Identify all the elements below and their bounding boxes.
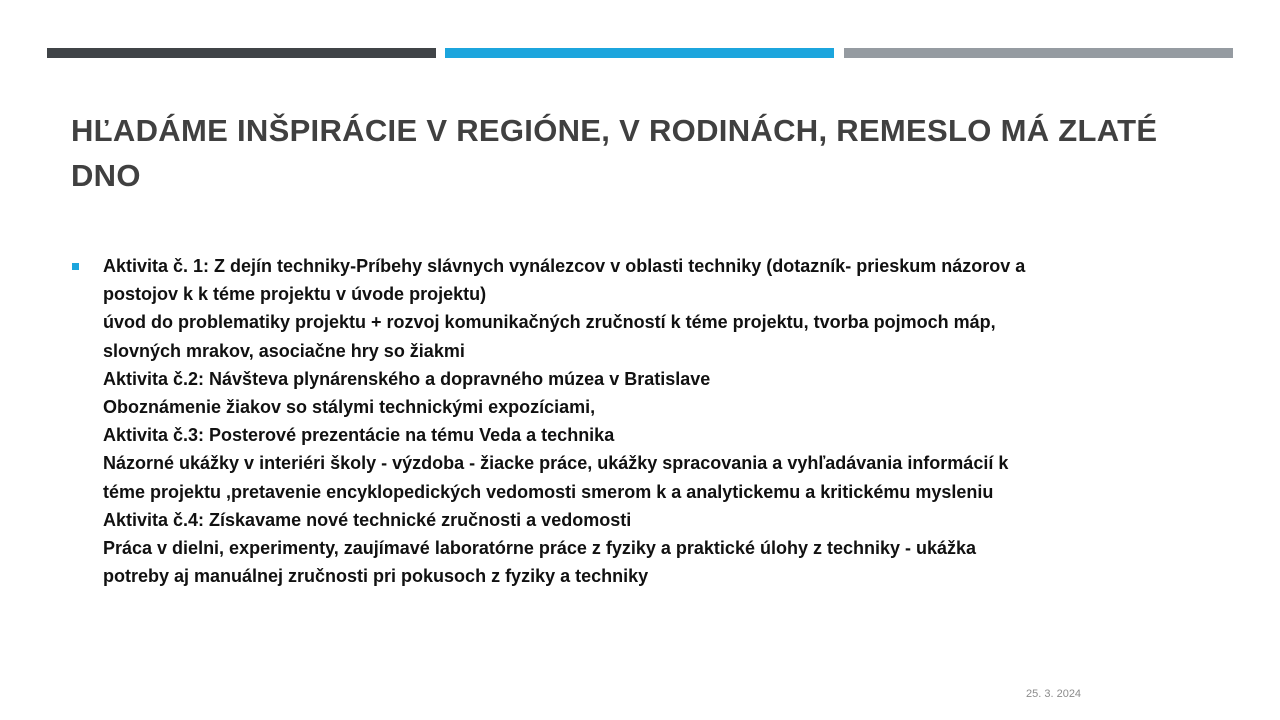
bullet-item — [71, 252, 1211, 590]
body-line: Oboznámenie žiakov so stálymi technickými expozíciami, — [103, 397, 596, 418]
body-line: slovných mrakov, asociačne hry so žiakmi — [103, 340, 465, 361]
top-accent-bars — [47, 48, 1233, 58]
body-line: téme projektu ,pretavenie encyklopedických vedomosti smerom k a analytickemu a kritickému mysleniu — [103, 481, 994, 502]
footer-date: 25. 3. 2024 — [1026, 688, 1082, 700]
body-line: Aktivita č. 1: Z dejín techniky-Príbehy slávnych vynálezcov v oblasti techniky (dotazník- prieskum názorov a — [103, 256, 1026, 276]
body-line: Názorné ukážky v interiéri školy - výzdoba - žiacke práce, ukážky spracovania a vyhľadávania informácií k — [103, 453, 1009, 474]
body-line: potreby aj manuálnej zručnosti pri pokusoch z fyziky a techniky — [103, 566, 649, 587]
bullet-text — [103, 252, 1211, 590]
body-line: Aktivita č.2: Návšteva plynárenského a dopravného múzea v Bratislave — [103, 368, 711, 389]
top-bar-dark — [47, 48, 436, 58]
body-line: úvod do problematiky projektu + rozvoj komunikačných zručností k téme projektu, tvorba pojmoch máp, — [103, 312, 996, 333]
body-line: Práca v dielni, experimenty, zaujímavé laboratórne práce z fyziky a praktické úlohy z techniky - ukážka — [103, 538, 977, 559]
square-bullet-icon — [72, 263, 79, 270]
top-bar-light — [844, 48, 1233, 58]
body-line: Aktivita č.4: Získavame nové technické zručnosti a vedomosti — [103, 509, 632, 530]
slide-content — [71, 252, 1211, 590]
top-bar-accent — [445, 48, 834, 58]
body-line: Aktivita č.3: Posterové prezentácie na tému Veda a technika — [103, 425, 615, 446]
slide-title: HĽADÁME INŠPIRÁCIE V REGIÓNE, V RODINÁCH, REMESLO MÁ ZLATÉ DNO — [71, 113, 1158, 193]
body-line: postojov k k téme projektu v úvode projektu) — [103, 284, 487, 305]
